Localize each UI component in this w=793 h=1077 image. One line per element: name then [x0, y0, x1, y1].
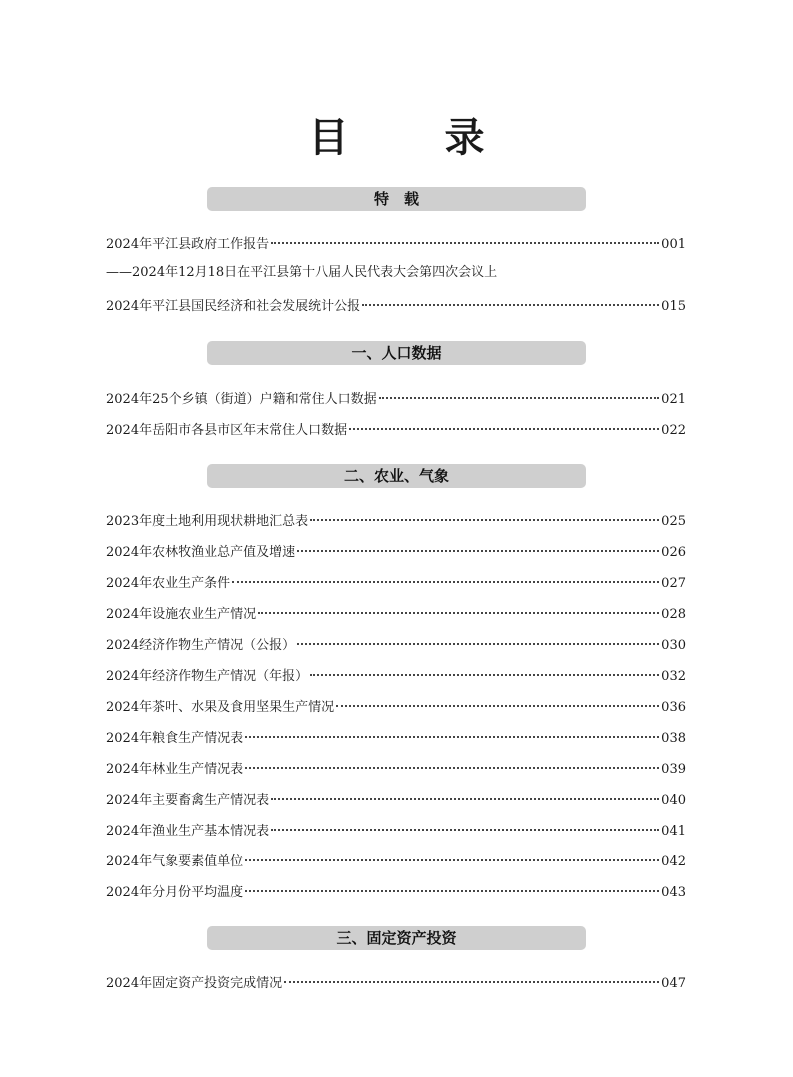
toc-entry-page: 047: [661, 976, 686, 991]
dot-leader: [297, 643, 659, 645]
toc-entry-label: 2024年平江县国民经济和社会发展统计公报: [106, 299, 361, 314]
toc-entry[interactable]: [106, 390, 686, 410]
toc-entry-label: 2024经济作物生产情况（公报）: [106, 638, 296, 653]
toc-entry-label: 2024年粮食生产情况表: [106, 731, 244, 746]
toc-entry-page: 042: [661, 854, 686, 869]
dot-leader: [310, 674, 659, 676]
toc-entry-subtitle: ——2024年12月18日在平江县第十八届人民代表大会第四次会议上: [106, 265, 498, 280]
toc-entry-label: 2024年渔业生产基本情况表: [106, 824, 270, 839]
dot-leader: [232, 581, 659, 583]
toc-entry[interactable]: [106, 698, 686, 718]
toc-entry-label: 2024年固定资产投资完成情况: [106, 976, 283, 991]
toc-entry[interactable]: [106, 822, 686, 842]
toc-entry-page: 036: [661, 700, 686, 715]
toc-entry[interactable]: [106, 852, 686, 872]
toc-entry-page: 028: [661, 607, 686, 622]
toc-entry-label: 2024年设施农业生产情况: [106, 607, 257, 622]
toc-entry-label: 2024年经济作物生产情况（年报）: [106, 669, 309, 684]
toc-entry-page: 043: [661, 885, 686, 900]
dot-leader: [245, 859, 659, 861]
dot-leader: [349, 428, 659, 430]
toc-entry-page: 038: [661, 731, 686, 746]
toc-entry-page: 021: [661, 392, 686, 407]
toc-entry[interactable]: [106, 883, 686, 903]
toc-entry-label: 2024年25个乡镇（街道）户籍和常住人口数据: [106, 392, 377, 407]
dot-leader: [362, 304, 659, 306]
dot-leader: [258, 612, 659, 614]
toc-entry[interactable]: [106, 974, 686, 994]
toc-entry-page: 039: [661, 762, 686, 777]
page-title: 目 录: [308, 114, 513, 161]
toc-entry-label: 2023年度土地利用现状耕地汇总表: [106, 514, 309, 529]
toc-entry-label: 2024年分月份平均温度: [106, 885, 244, 900]
toc-entry[interactable]: [106, 297, 686, 317]
toc-entry[interactable]: [106, 543, 686, 563]
toc-entry-page: 015: [661, 299, 686, 314]
toc-entry[interactable]: [106, 729, 686, 749]
toc-entry[interactable]: [106, 791, 686, 811]
toc-entry[interactable]: [106, 636, 686, 656]
toc-entry-page: 025: [661, 514, 686, 529]
toc-entry[interactable]: [106, 512, 686, 532]
toc-entry-label: 2024年林业生产情况表: [106, 762, 244, 777]
dot-leader: [297, 550, 659, 552]
toc-entry-page: 001: [661, 237, 686, 252]
dot-leader: [271, 798, 659, 800]
toc-entry-label: 2024年主要畜禽生产情况表: [106, 793, 270, 808]
toc-entry-label: 2024年农业生产条件: [106, 576, 231, 591]
toc-entry-page: 022: [661, 423, 686, 438]
dot-leader: [245, 736, 659, 738]
dot-leader: [379, 397, 660, 399]
toc-entry-page: 030: [661, 638, 686, 653]
dot-leader: [271, 242, 659, 244]
toc-entry-page: 026: [661, 545, 686, 560]
toc-entry[interactable]: [106, 574, 686, 594]
toc-entry[interactable]: [106, 667, 686, 687]
toc-entry-label: 2024年农林牧渔业总产值及增速: [106, 545, 296, 560]
toc-entry-label: 2024年气象要素值单位: [106, 854, 244, 869]
toc-entry-label: 2024年岳阳市各县市区年末常住人口数据: [106, 423, 348, 438]
toc-entry[interactable]: [106, 235, 686, 255]
dot-leader: [336, 705, 659, 707]
toc-entry-label: 2024年茶叶、水果及食用坚果生产情况: [106, 700, 335, 715]
section-heading-population: 一、人口数据: [207, 341, 586, 365]
toc-entry-page: 041: [661, 824, 686, 839]
section-heading-special: 特 载: [207, 187, 586, 211]
toc-entry[interactable]: [106, 605, 686, 625]
section-heading-fixed-investment: 三、固定资产投资: [207, 926, 586, 950]
toc-entry[interactable]: [106, 421, 686, 441]
dot-leader: [245, 767, 659, 769]
dot-leader: [310, 519, 659, 521]
toc-entry-page: 032: [661, 669, 686, 684]
dot-leader: [245, 890, 659, 892]
dot-leader: [284, 981, 659, 983]
toc-entry-page: 027: [661, 576, 686, 591]
toc-entry-label: 2024年平江县政府工作报告: [106, 237, 270, 252]
section-heading-agriculture: 二、农业、气象: [207, 464, 586, 488]
dot-leader: [271, 829, 659, 831]
toc-entry-page: 040: [661, 793, 686, 808]
toc-entry[interactable]: [106, 760, 686, 780]
